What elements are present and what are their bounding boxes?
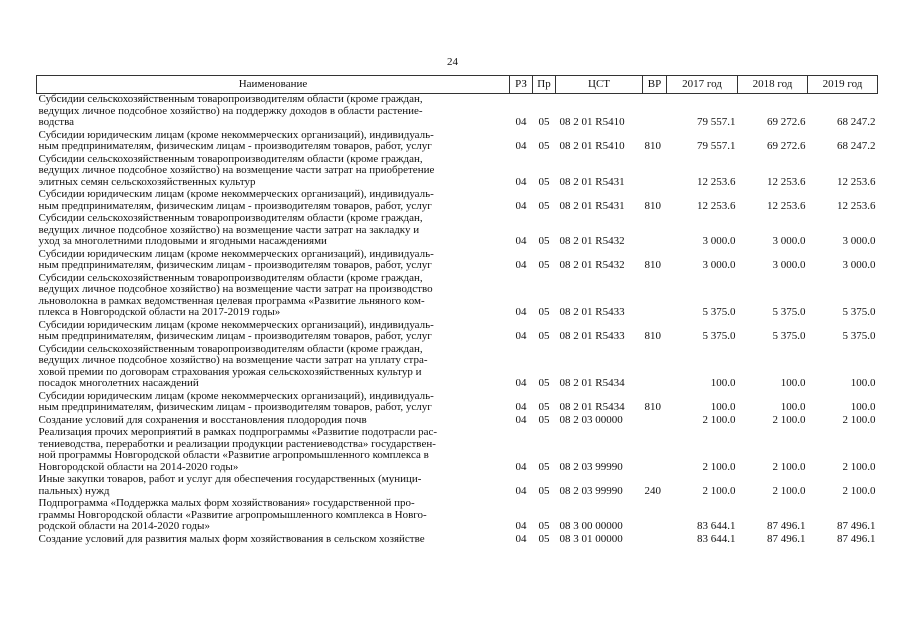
cell-cst: 08 2 01 R5432 [559,259,625,271]
cell-vr: 240 [644,484,661,497]
cell-2018: 12 253.6 [767,199,806,212]
table-row [37,94,878,130]
cell-cst: 08 2 01 R5410 [559,116,625,128]
header-2019: 2019 год [808,76,878,94]
cell-pr: 05 [538,175,550,188]
cell-cst: 08 2 01 R5434 [559,377,625,389]
cell-name: Субсидии сельскохозяйственным товаропроизводителям области (кроме граждан, ведущих личное подсобное хозяйство) на возмещение части затрат на производство льноволокна в рамках ведомственная целевая программа «Развитие льняного ком- плекса в Новгородской области на 2017-2019 годы» [38,271,433,318]
cell-name: Подпрограмма «Поддержка малых форм хозяйствования» государственной про- граммы Новгородской области «Развитие агропромышленного комплекса в Новго- родской области на 2014-2020 годы» [38,497,427,532]
table-row [37,320,878,344]
cell-2018: 87 496.1 [767,532,806,545]
cell-pr: 05 [538,460,550,473]
cell-pr: 05 [538,377,550,389]
cell-vr: 810 [644,330,661,342]
cell-cst: 08 2 03 00000 [559,413,623,426]
table-row [37,154,878,190]
cell-cst: 08 2 01 R5410 [559,140,625,152]
cell-rz: 04 [515,413,527,426]
cell-2018: 100.0 [780,377,806,389]
cell-name: Субсидии юридическим лицам (кроме некоммерческих организаций), индивидуаль- ным предпринимателям, физическим лицам - производителям товаров, работ, услуг [38,188,434,212]
header-rz: РЗ [510,76,533,94]
cell-pr: 05 [538,401,550,413]
cell-vr [643,154,667,190]
cell-name: Субсидии юридическим лицам (кроме некоммерческих организаций), индивидуаль- ным предпринимателям, физическим лицам - производителям товаров, работ, услуг [38,389,434,413]
cell-name: Создание условий для развития малых форм хозяйствования в сельском хозяйстве [38,532,425,545]
cell-name: Иные закупки товаров, работ и услуг для обеспечения государственных (муници- пальных) нужд [38,473,422,497]
cell-pr: 05 [538,306,550,318]
cell-cst: 08 2 01 R5432 [559,235,625,247]
cell-2019: 87 496.1 [837,532,876,545]
table-row [37,249,878,273]
cell-pr: 05 [538,413,550,426]
cell-cst: 08 3 01 00000 [559,532,623,545]
cell-name: Субсидии сельскохозяйственным товаропроизводителям области (кроме граждан, ведущих личное подсобное хозяйство) на возмещение части затрат на уплату стра- ховой премии по договорам страхования урожая сельскохозяйственных культур и посадок многолетних насаждений [38,342,428,389]
cell-2017: 79 557.1 [697,140,736,152]
cell-2019: 100.0 [850,377,876,389]
cell-2019: 12 253.6 [837,175,876,188]
cell-2019: 5 375.0 [842,330,876,342]
cell-name: Субсидии сельскохозяйственным товаропроизводителям области (кроме граждан, ведущих личное подсобное хозяйство) на возмещение части затрат на приобретение элитных семян сельскохозяйственных культур [38,152,435,188]
cell-2018: 3 000.0 [772,235,806,247]
cell-pr: 05 [538,259,550,271]
cell-2017: 83 644.1 [697,520,736,532]
table-row [37,273,878,320]
cell-vr: 810 [644,199,661,212]
table-row [37,474,878,498]
cell-rz: 04 [515,116,527,128]
cell-name: Реализация прочих мероприятий в рамках подпрограммы «Развитие подотрасли рас- тениеводства, переработки и реализации продукции растениеводства» государствен- ной программы Новгородской области «Развитие агропромышленного комплекса в Новгородской области на 2014-2020 годы» [38,426,438,473]
table-row [37,391,878,415]
budget-table [36,75,878,546]
cell-2017: 2 100.0 [702,484,736,497]
cell-vr: 810 [644,401,661,413]
page-number: 24 [447,56,458,68]
cell-2019: 5 375.0 [842,306,876,318]
cell-cst: 08 2 01 R5433 [559,330,625,342]
cell-vr [643,534,667,547]
cell-cst: 08 2 01 R5431 [559,175,625,188]
cell-2017: 3 000.0 [702,235,736,247]
cell-pr: 05 [538,199,550,212]
table-row [37,534,878,547]
cell-rz: 04 [515,520,527,532]
cell-2019: 3 000.0 [842,235,876,247]
cell-2019: 68 247.2 [837,116,876,128]
cell-rz: 04 [515,140,527,152]
cell-name: Субсидии юридическим лицам (кроме некоммерческих организаций), индивидуаль- ным предпринимателям, физическим лицам - производителям товаров, работ, услуг [38,318,434,342]
cell-pr: 05 [538,484,550,497]
cell-pr: 05 [538,520,550,532]
cell-rz: 04 [515,199,527,212]
header-name: Наименование [37,76,510,94]
cell-vr [643,94,667,130]
cell-2019: 68 247.2 [837,140,876,152]
cell-rz: 04 [515,235,527,247]
cell-vr [643,273,667,320]
cell-vr [643,344,667,391]
cell-pr: 05 [538,116,550,128]
cell-pr: 05 [538,532,550,545]
table-row [37,213,878,249]
cell-2017: 12 253.6 [697,175,736,188]
table-row [37,130,878,154]
cell-rz: 04 [515,377,527,389]
header-pr: Пр [533,76,556,94]
table-row [37,189,878,213]
cell-2018: 69 272.6 [767,140,806,152]
cell-pr: 05 [538,140,550,152]
cell-2017: 5 375.0 [702,306,736,318]
cell-2019: 2 100.0 [842,484,876,497]
cell-2019: 12 253.6 [837,199,876,212]
cell-2017: 5 375.0 [702,330,736,342]
cell-2017: 2 100.0 [702,413,736,426]
header-2017: 2017 год [667,76,738,94]
cell-2017: 83 644.1 [697,532,736,545]
cell-rz: 04 [515,460,527,473]
cell-cst: 08 2 03 99990 [559,460,623,473]
cell-2017: 100.0 [710,401,736,413]
header-cst: ЦСТ [556,76,643,94]
cell-2018: 100.0 [780,401,806,413]
cell-2018: 2 100.0 [772,460,806,473]
cell-2018: 3 000.0 [772,259,806,271]
cell-2018: 87 496.1 [767,520,806,532]
cell-rz: 04 [515,532,527,545]
cell-2017: 2 100.0 [702,460,736,473]
table-row [37,498,878,534]
cell-2019: 2 100.0 [842,413,876,426]
cell-name: Субсидии юридическим лицам (кроме некоммерческих организаций), индивидуаль- ным предпринимателям, физическим лицам - производителям товаров, работ, услуг [38,247,434,271]
cell-2017: 79 557.1 [697,116,736,128]
cell-rz: 04 [515,330,527,342]
cell-cst: 08 2 01 R5433 [559,306,625,318]
cell-2019: 100.0 [850,401,876,413]
cell-rz: 04 [515,306,527,318]
cell-rz: 04 [515,401,527,413]
cell-2019: 2 100.0 [842,460,876,473]
cell-rz: 04 [515,259,527,271]
cell-2018: 69 272.6 [767,116,806,128]
cell-vr: 810 [644,259,661,271]
cell-cst: 08 2 03 99990 [559,484,623,497]
cell-vr: 810 [644,140,661,152]
cell-2017: 3 000.0 [702,259,736,271]
cell-cst: 08 2 01 R5431 [559,199,625,212]
cell-name: Субсидии юридическим лицам (кроме некоммерческих организаций), индивидуаль- ным предпринимателям, физическим лицам - производителям товаров, работ, услуг [38,128,434,152]
cell-vr [643,415,667,428]
cell-2017: 12 253.6 [697,199,736,212]
cell-2019: 3 000.0 [842,259,876,271]
cell-rz: 04 [515,484,527,497]
table-row [37,344,878,391]
cell-2019: 87 496.1 [837,520,876,532]
cell-cst: 08 3 00 00000 [559,520,623,532]
cell-vr [643,498,667,534]
cell-vr [643,427,667,474]
cell-2018: 2 100.0 [772,413,806,426]
header-2018: 2018 год [738,76,808,94]
cell-name: Субсидии сельскохозяйственным товаропроизводителям области (кроме граждан, ведущих личное подсобное хозяйство) на возмещение части затрат на закладку и уход за многолетними плодовыми и ягодными насаждениями [38,212,423,247]
table-row [37,427,878,474]
cell-2018: 5 375.0 [772,306,806,318]
cell-cst: 08 2 01 R5434 [559,401,625,413]
cell-2018: 5 375.0 [772,330,806,342]
cell-pr: 05 [538,330,550,342]
table-body [37,94,878,547]
header-vr: ВР [643,76,667,94]
cell-vr [643,213,667,249]
cell-name: Субсидии сельскохозяйственным товаропроизводителям области (кроме граждан, ведущих личное подсобное хозяйство) на поддержку доходов в области растение- водства [38,93,423,128]
table-header-row [37,76,878,94]
cell-rz: 04 [515,175,527,188]
cell-name: Создание условий для сохранения и восстановления плодородия почв [38,413,367,426]
cell-2017: 100.0 [710,377,736,389]
cell-2018: 12 253.6 [767,175,806,188]
cell-pr: 05 [538,235,550,247]
cell-2018: 2 100.0 [772,484,806,497]
